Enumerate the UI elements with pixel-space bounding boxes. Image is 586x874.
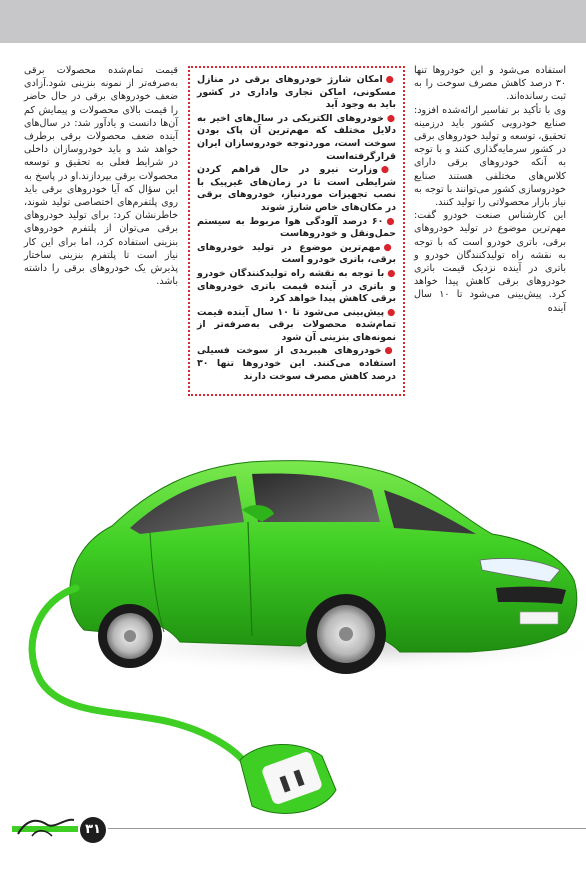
header-band: [0, 0, 586, 43]
bullet-dot-icon: ●: [380, 164, 396, 176]
article-column-right: [414, 64, 566, 315]
list-item: ●خودروهای هیبریدی از سوخت فسیلی استفاده می‌کنند. این خودروها تنها ۳۰ درصد کاهش مصرف سوخت دارند: [197, 345, 396, 382]
paragraph: این کارشناس صنعت خودرو گفت: مهم‌ترین موضوع در تولید خودروهای برقی، باتری خودرو است که با توجه به نقشه راه تولیدکنندگان خودرو و باتری در آینده نزدیک قیمت باتری خودروهای برقی کاهش پیدا خواهد کرد. پیش‌بینی می‌شود تا ۱۰ سال آینده: [414, 210, 566, 314]
bullet-dot-icon: ●: [387, 306, 396, 318]
paragraph: وی با تأکید بر تفاسیر ارائه‌شده افزود: صنایع خودرویی کشور باید درزمینه تحقیق، توسعه و تولید خودروهای برقی در کشور سرمایه‌گذاری کنند و با توجه به آنکه خودروهای برقی دارای کلاس‌های مختلفی هستند صنایع خودروسازی کشور می‌توانند با توجه به نیاز بازار محصولاتی را تولید کنند.: [414, 104, 566, 209]
bullet-dot-icon: ●: [387, 267, 396, 279]
highlights-box: [188, 66, 405, 396]
paragraph: استفاده می‌شود و این خودروها تنها ۳۰ درصد کاهش مصرف سوخت را به ثبت رسانده‌اند.: [414, 65, 566, 103]
bullet-dot-icon: ●: [383, 241, 396, 253]
bullet-dot-icon: ●: [386, 215, 396, 227]
bullet-dot-icon: ●: [385, 74, 396, 85]
article-column-left: [24, 64, 178, 288]
license-plate: [520, 612, 558, 624]
list-item: ●خودروهای الکتریکی در سال‌های اخیر به دلایل مختلف که مهم‌ترین آن پاک بودن سوخت است، موردتوجه خودروسازان ایران قرارگرفته‌است: [197, 112, 396, 162]
list-item: ●پیش‌بینی می‌شود تا ۱۰ سال آینده قیمت تمام‌شده محصولات برقی به‌صرفه‌تر از نمونه‌های بنزینی آن شود: [197, 306, 396, 343]
magazine-logo-icon: [12, 812, 78, 842]
plug-icon: [240, 744, 336, 813]
page-number: ۳۱: [80, 817, 106, 843]
list-item: ●مهم‌ترین موضوع در تولید خودروهای برقی، باتری خودرو است: [197, 241, 396, 266]
list-item: ●وزارت نیرو در حال فراهم کردن شرایطی است تا در زمان‌های غیرپیک با نصب تجهیزات موردنیاز، خودروهای برقی در مکان‌های خاص شارژ شوند: [197, 164, 396, 213]
bullet-dot-icon: ●: [384, 345, 396, 357]
list-item: ●۶۰ درصد آلودگی هوا مربوط به سیستم حمل‌ونقل و خودروهاست: [197, 215, 396, 240]
paragraph: قیمت تمام‌شده محصولات برقی به‌صرفه‌تر از نمونه بنزینی شود.آزادی ضعف خودروهای برقی در حال حاضر را قیمت بالای محصولات و پیمایش کم آن‌ها دانست و یادآور شد: در سال‌های آینده ضعف محصولات برقی برطرف خواهد شد و باید خودروسازان داخلی در شرایط فعلی به تحقیق و توسعه محصولات برقی بپردازند.او در پاسخ به این سؤال که آیا خودروهای برقی باید روی پلتفرم‌های اختصاصی تولید شوند، خاطرنشان کرد: برای تولید خودروهای برقی می‌توان از پلتفرم خودروهای بنزینی استفاده کرد، اما برای این کار نیاز است تا پلتفرم بنزینی ساختار پذیرش یک خودروهای برقی را داشته باشد.: [24, 65, 178, 288]
list-item: ●امکان شارژ خودروهای برقی در منازل مسکونی، اماکن تجاری واداری در کشور باید به وجود آید: [197, 74, 396, 111]
list-item: ●با توجه به نقشه راه تولیدکنندگان خودرو و باتری در آینده قیمت باتری خودروهای برقی کاهش پیدا خواهد کرد: [197, 267, 396, 305]
electric-car-illustration: [0, 410, 586, 840]
footer-divider: [108, 828, 586, 829]
highlights-list: [197, 74, 396, 383]
bullet-dot-icon: ●: [386, 112, 396, 124]
